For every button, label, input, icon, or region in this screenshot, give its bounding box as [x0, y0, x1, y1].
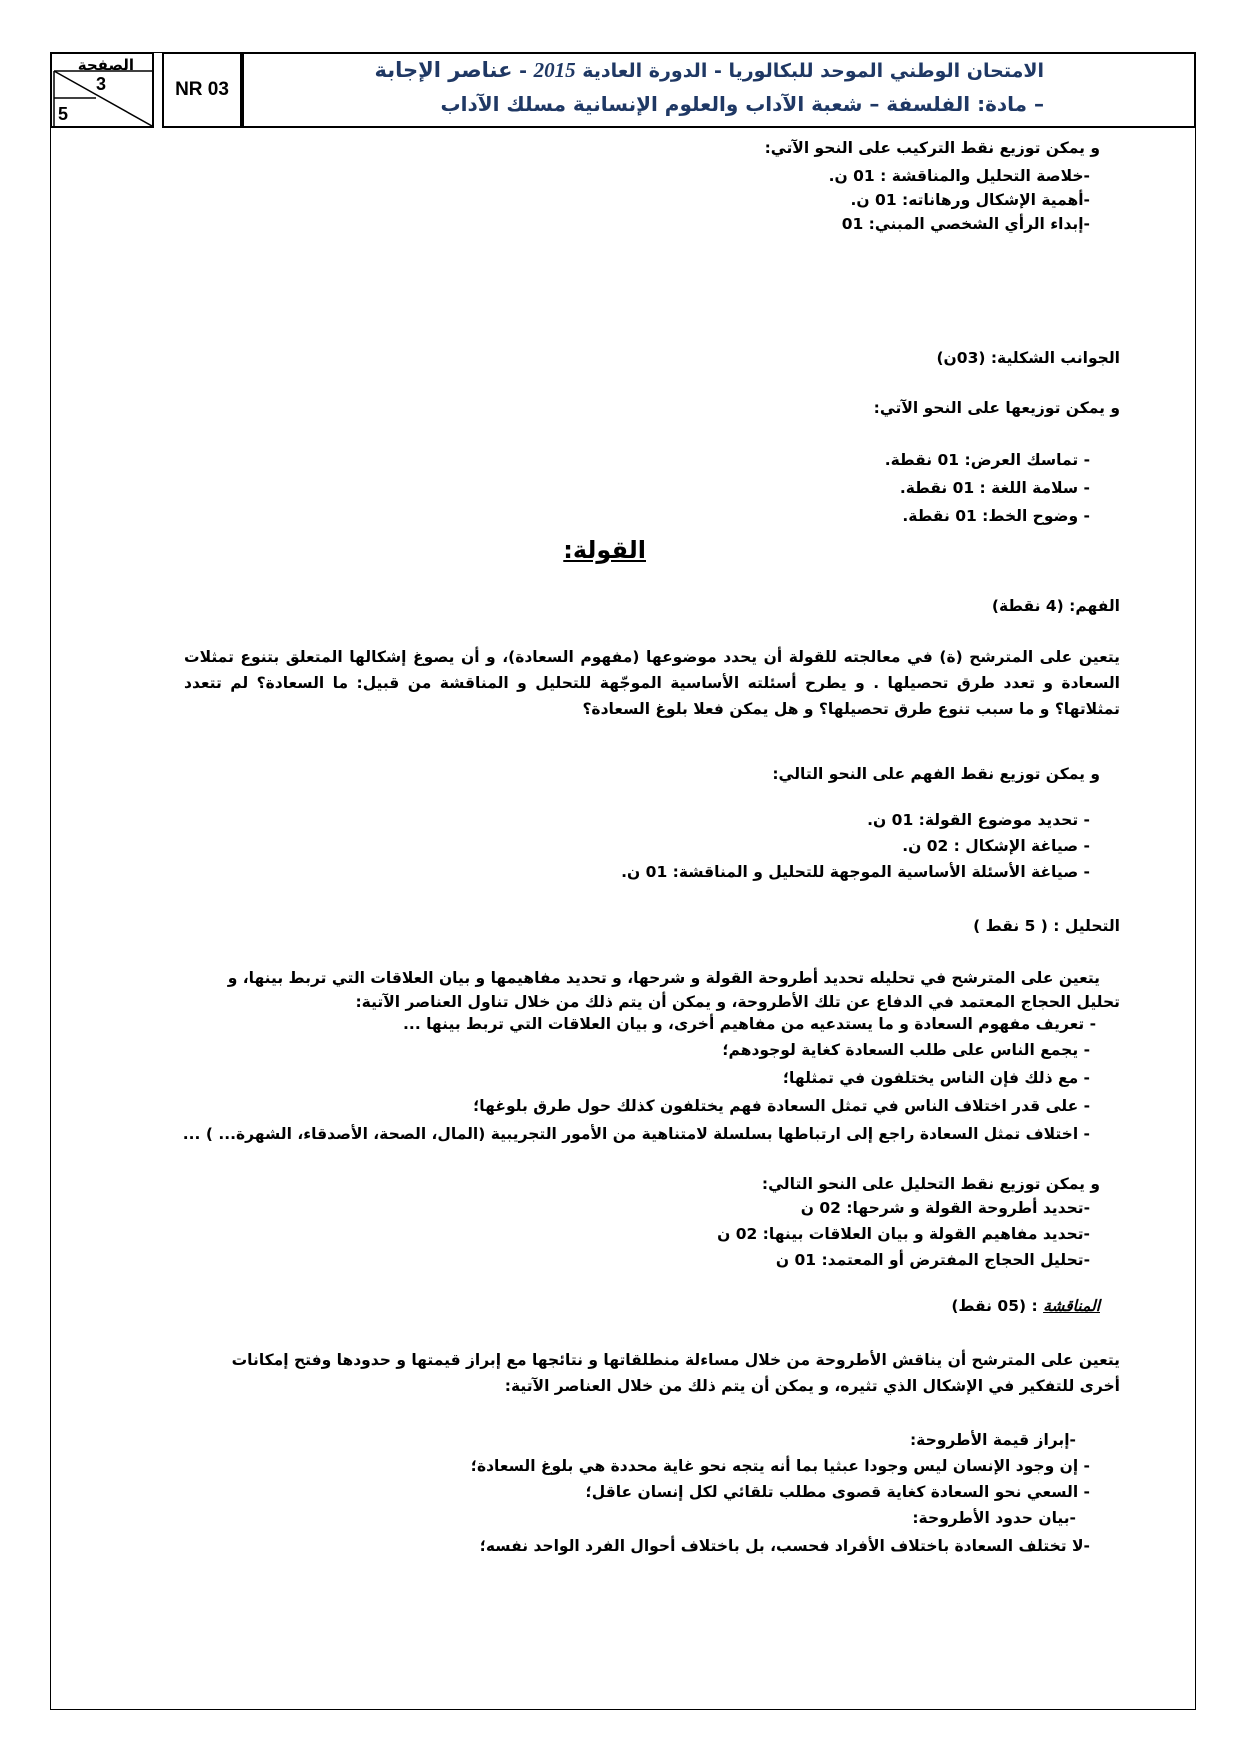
quote-title: القولة: — [563, 536, 646, 564]
analysis-item: - تعريف مفهوم السعادة و ما يستدعيه من مفاهيم أخرى، و بيان العلاقات التي تربط بينها ... — [403, 1015, 1096, 1033]
discussion-heading-score: : (05 نقط) — [951, 1297, 1044, 1315]
analysis-item: - اختلاف تمثل السعادة راجع إلى ارتباطها بسلسلة لامتناهية من الأمور التجريبية (المال، الصحة، الأصدقاء، الشهرة... ) ... — [182, 1125, 1090, 1143]
analysis-heading: التحليل : ( 5 نقط ) — [973, 917, 1120, 935]
discussion-limits-heading: -بيان حدود الأطروحة: — [912, 1509, 1076, 1527]
discussion-limits-item: -لا تختلف السعادة باختلاف الأفراد فحسب، بل باختلاف أحوال الفرد الواحد نفسه؛ — [479, 1537, 1090, 1555]
exam-title — [375, 58, 1045, 83]
formal-item: - سلامة اللغة : 01 نقطة. — [899, 479, 1090, 497]
analysis-paragraph-line: تحليل الحجاج المعتمد في الدفاع عن تلك الأطروحة، و يمكن أن يتم ذلك من خلال تناول العناصر الآتية: — [355, 993, 1120, 1011]
page-number: 3 — [96, 74, 107, 94]
analysis-score: -تحديد أطروحة القولة و شرحها: 02 ن — [800, 1199, 1090, 1217]
understanding-paragraph: يتعين على المترشح (ة) في معالجته للقولة أن يحدد موضوعها (مفهوم السعادة)، و أن يصوغ إشكالها المتعلق بتنوع تمثلات السعادة و تعدد طرق تحصيلها . و يطرح أسئلته الأساسية الموجّهة للتحليل و المناقشة من قبيل: ما السعادة؟ لم تتعدد تمثلاتها؟ و ما سبب تنوع طرق تحصيلها؟ و هل يمكن فعلا بلوغ السعادة؟ — [184, 648, 1120, 718]
synthesis-item: -إبداء الرأي الشخصي المبني: 01 — [841, 215, 1090, 233]
exam-code: NR 03 — [162, 52, 242, 128]
synthesis-intro: و يمكن توزيع نقط التركيب على النحو الآتي: — [764, 139, 1100, 157]
formal-intro: و يمكن توزيعها على النحو الآتي: — [873, 399, 1120, 417]
synthesis-item: -خلاصة التحليل والمناقشة : 01 ن. — [828, 167, 1090, 185]
analysis-score: -تحديد مفاهيم القولة و بيان العلاقات بينها: 02 ن — [717, 1225, 1090, 1243]
title-box — [242, 52, 1196, 128]
analysis-item: - مع ذلك فإن الناس يختلفون في تمثلها؛ — [782, 1069, 1090, 1087]
page-total: 5 — [58, 104, 69, 124]
exam-header — [50, 52, 1196, 128]
analysis-item: - يجمع الناس على طلب السعادة كغاية لوجودهم؛ — [722, 1041, 1090, 1059]
synthesis-item: -أهمية الإشكال ورهاناته: 01 ن. — [850, 191, 1090, 209]
discussion-value-item: - السعي نحو السعادة كغاية قصوى مطلب تلقائي لكل إنسان عاقل؛ — [585, 1483, 1090, 1501]
understanding-heading: الفهم: (4 نقطة) — [991, 597, 1120, 615]
understanding-intro: و يمكن توزيع نقط الفهم على النحو التالي: — [772, 765, 1100, 783]
discussion-heading — [951, 1296, 1100, 1316]
understanding-item: - صياغة الأسئلة الأساسية الموجهة للتحليل و المناقشة: 01 ن. — [621, 863, 1090, 881]
page-label: الصفحة — [77, 56, 134, 74]
exam-title-part1: الامتحان الوطني الموحد للبكالوريا - الدورة العادية — [582, 60, 1044, 82]
understanding-item: - تحديد موضوع القولة: 01 ن. — [867, 811, 1090, 829]
exam-title-part3: عناصر الإجابة — [374, 58, 513, 82]
discussion-value-heading: -إبراز قيمة الأطروحة: — [909, 1431, 1076, 1449]
formal-item: - تماسك العرض: 01 نقطة. — [884, 451, 1090, 469]
discussion-paragraph-line: يتعين على المترشح أن يناقش الأطروحة من خلال مساءلة منطلقاتها و نتائجها مع إبراز قيمتها و حدودها وفتح إمكانات — [231, 1351, 1120, 1369]
analysis-scores-intro: و يمكن توزيع نقط التحليل على النحو التالي: — [761, 1175, 1100, 1193]
analysis-score: -تحليل الحجاج المفترض أو المعتمد: 01 ن — [775, 1251, 1090, 1269]
exam-year: 2015 — [533, 58, 576, 82]
discussion-heading-label: المناقشة — [1043, 1297, 1100, 1315]
formal-heading: الجوانب الشكلية: (03ن) — [936, 349, 1120, 367]
page-number-box — [50, 52, 154, 128]
exam-subtitle: – مادة: الفلسفة – شعبة الآداب والعلوم الإنسانية مسلك الآداب — [440, 92, 1044, 116]
analysis-paragraph-line: يتعين على المترشح في تحليله تحديد أطروحة القولة و شرحها، و تحديد مفاهيمها و بيان العلاقات التي تربط بينها، و — [227, 969, 1100, 987]
understanding-item: - صياغة الإشكال : 02 ن. — [902, 837, 1090, 855]
discussion-value-item: - إن وجود الإنسان ليس وجودا عبثيا بما أنه يتجه نحو غاية محددة هي بلوغ السعادة؛ — [470, 1457, 1090, 1475]
exam-title-sep: - — [519, 60, 527, 82]
formal-item: - وضوح الخط: 01 نقطة. — [902, 507, 1090, 525]
discussion-paragraph-line: أخرى للتفكير في الإشكال الذي تثيره، و يمكن أن يتم ذلك من خلال العناصر الآتية: — [504, 1377, 1120, 1395]
page-content — [50, 130, 1196, 1690]
analysis-item: - على قدر اختلاف الناس في تمثل السعادة فهم يختلفون كذلك حول طرق بلوغها؛ — [473, 1097, 1090, 1115]
